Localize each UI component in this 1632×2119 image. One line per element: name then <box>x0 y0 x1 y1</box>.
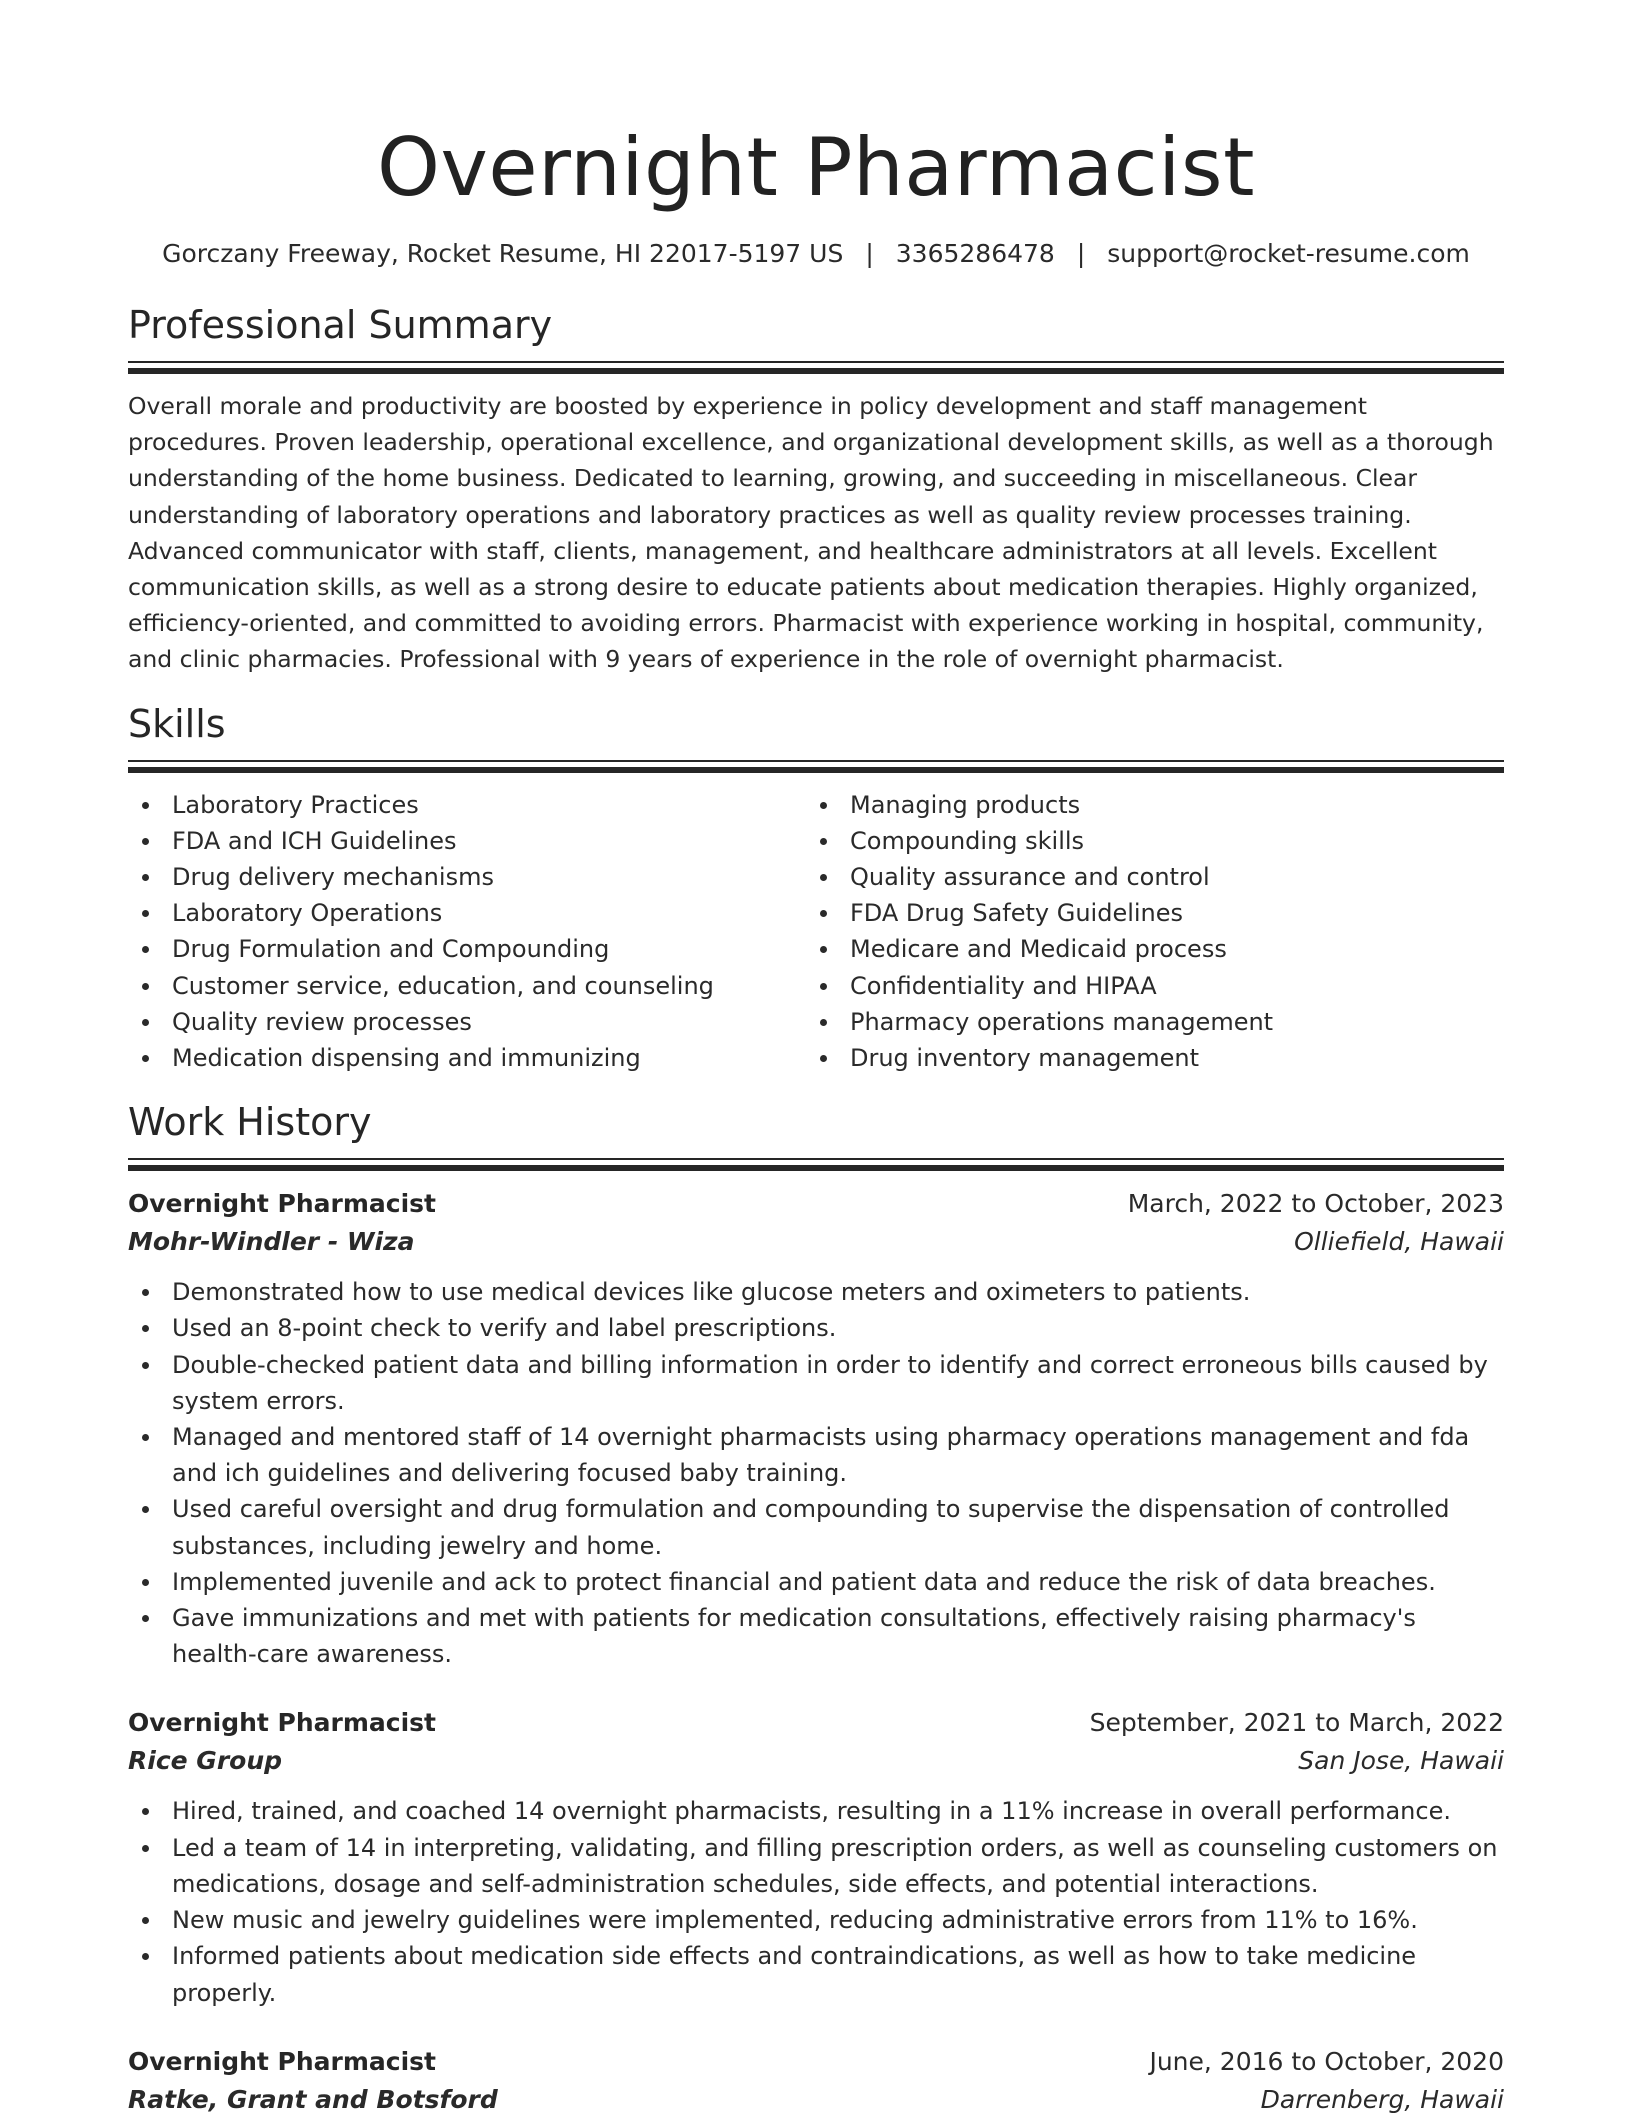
skills-section <box>128 700 1504 1077</box>
list-item: Laboratory Practices <box>128 787 806 823</box>
list-item: Gave immunizations and met with patients for medication consultations, effectively raising pharmacy's health-care awareness. <box>128 1600 1504 1672</box>
phone: 3365286478 <box>895 239 1055 268</box>
section-heading-skills: Skills <box>128 701 226 746</box>
resume-title: Overnight Pharmacist <box>377 121 1255 214</box>
section-divider <box>128 361 1504 374</box>
list-item: Drug delivery mechanisms <box>128 859 806 895</box>
job-entry <box>128 1185 1504 1672</box>
section-heading-summary: Professional Summary <box>128 303 553 347</box>
list-item: Drug inventory management <box>806 1040 1484 1076</box>
job-location: San Jose, Hawaii <box>1298 1746 1504 1776</box>
job-title: Overnight Pharmacist <box>128 2046 437 2076</box>
job-dates: June, 2016 to October, 2020 <box>1149 2046 1504 2076</box>
job-list <box>128 1185 1504 2118</box>
list-item: Customer service, education, and counseling <box>128 968 806 1004</box>
job-title: Overnight Pharmacist <box>128 1189 437 1219</box>
list-item: FDA and ICH Guidelines <box>128 823 806 859</box>
separator: | <box>865 239 874 268</box>
list-item: Hired, trained, and coached 14 overnight pharmacists, resulting in a 11% increase in overall performance. <box>128 1793 1504 1829</box>
list-item: Managed and mentored staff of 14 overnight pharmacists using pharmacy operations management and fda and ich guidelines and delivering focused baby training. <box>128 1419 1504 1491</box>
list-item: Informed patients about medication side effects and contraindications, as well as how to take medicine properly. <box>128 1938 1504 2010</box>
job-company: Rice Group <box>128 1746 283 1776</box>
list-item: Medicare and Medicaid process <box>806 931 1484 967</box>
list-item: New music and jewelry guidelines were implemented, reducing administrative errors from 11% to 16%. <box>128 1902 1504 1938</box>
skills-column-right <box>806 787 1484 1077</box>
list-item: Used an 8-point check to verify and label prescriptions. <box>128 1310 1504 1346</box>
list-item: Pharmacy operations management <box>806 1004 1484 1040</box>
section-divider <box>128 760 1504 773</box>
job-company: Ratke, Grant and Botsford <box>128 2084 498 2114</box>
list-item: Managing products <box>806 787 1484 823</box>
address: Gorczany Freeway, Rocket Resume, HI 22017-5197 US <box>162 239 844 268</box>
summary-text: Overall morale and productivity are boosted by experience in policy development and staff management procedures. Proven leadership, operational excellence, and organizational development skills, as well as a thorough understanding of the home business. Dedicated to learning, growing, and succeeding in miscellaneous. Clear understanding of laboratory operations and laboratory practices as well as quality review processes training. Advanced communicator with staff, clients, management, and healthcare administrators at all levels. Excellent communication skills, as well as a strong desire to educate patients about medication therapies. Highly organized, efficiency-oriented, and committed to avoiding errors. Pharmacist with experience working in hospital, community, and clinic pharmacies. Professional with 9 years of experience in the role of overnight pharmacist. <box>128 392 1494 674</box>
list-item: Quality review processes <box>128 1004 806 1040</box>
contact-line <box>128 237 1504 271</box>
section-heading-work: Work History <box>128 1100 372 1145</box>
separator: | <box>1076 239 1086 268</box>
list-item: Implemented juvenile and ack to protect financial and patient data and reduce the risk of data breaches. <box>128 1564 1504 1600</box>
job-duties <box>128 1274 1504 1672</box>
list-item: Quality assurance and control <box>806 859 1484 895</box>
list-item: Compounding skills <box>806 823 1484 859</box>
work-section <box>128 1098 1504 2118</box>
list-item: Confidentiality and HIPAA <box>806 968 1484 1004</box>
list-item: Medication dispensing and immunizing <box>128 1040 806 1076</box>
job-company: Mohr-Windler - Wiza <box>128 1227 415 1257</box>
list-item: Demonstrated how to use medical devices like glucose meters and oximeters to patients. <box>128 1274 1504 1310</box>
list-item: Double-checked patient data and billing information in order to identify and correct erroneous bills caused by system errors. <box>128 1347 1504 1419</box>
job-duties <box>128 1793 1504 2010</box>
list-item: FDA Drug Safety Guidelines <box>806 895 1484 931</box>
section-divider <box>128 1158 1504 1171</box>
list-item: Laboratory Operations <box>128 895 806 931</box>
job-dates: September, 2021 to March, 2022 <box>1089 1708 1504 1738</box>
email: support@rocket-resume.com <box>1107 239 1470 268</box>
job-entry <box>128 1704 1504 2010</box>
skills-column-left <box>128 787 806 1077</box>
skills-list <box>128 787 1504 1077</box>
job-entry <box>128 2043 1504 2119</box>
job-title: Overnight Pharmacist <box>128 1708 437 1738</box>
job-dates: March, 2022 to October, 2023 <box>1127 1189 1504 1219</box>
job-location: Olliefield, Hawaii <box>1294 1227 1504 1257</box>
summary-section <box>128 301 1504 678</box>
job-location: Darrenberg, Hawaii <box>1260 2084 1504 2114</box>
list-item: Led a team of 14 in interpreting, validating, and filling prescription orders, as well as counseling customers on medications, dosage and self-administration schedules, side effects, and potential interactions. <box>128 1830 1504 1902</box>
list-item: Drug Formulation and Compounding <box>128 931 806 967</box>
list-item: Used careful oversight and drug formulation and compounding to supervise the dispensation of controlled substances, including jewelry and home. <box>128 1491 1504 1563</box>
